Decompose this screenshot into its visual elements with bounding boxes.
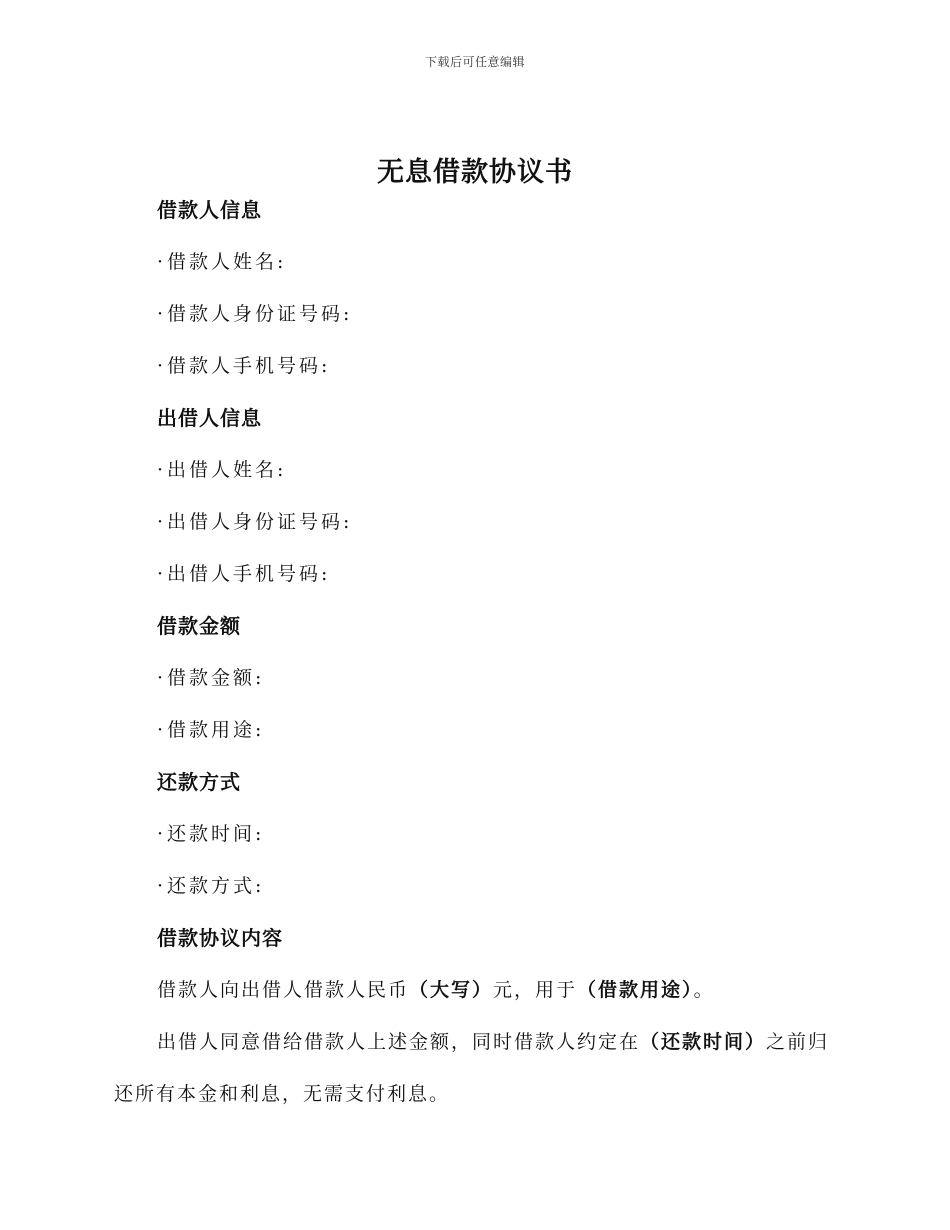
bullet: · bbox=[157, 667, 164, 689]
field-borrower-id bbox=[157, 296, 837, 348]
para1-text-e: 。 bbox=[693, 979, 715, 1001]
document-body bbox=[114, 192, 837, 1120]
field-borrower-name bbox=[157, 244, 837, 296]
field-repayment-time bbox=[157, 816, 837, 868]
field-label: 出借人姓名: bbox=[167, 459, 287, 481]
field-loan-amount bbox=[157, 660, 837, 712]
agreement-paragraph-1 bbox=[157, 964, 837, 1016]
field-label: 借款人手机号码: bbox=[167, 355, 331, 377]
para2-text-a: 出借人同意借给借款人上述金额，同时借款人约定在 bbox=[157, 1031, 641, 1053]
bullet: · bbox=[157, 459, 164, 481]
field-label: 借款人姓名: bbox=[167, 251, 287, 273]
field-lender-id bbox=[157, 504, 837, 556]
field-lender-name bbox=[157, 452, 837, 504]
section-heading-lender: 出借人信息 bbox=[157, 406, 262, 430]
bullet: · bbox=[157, 251, 164, 273]
bullet: · bbox=[157, 875, 164, 897]
field-label: 借款金额: bbox=[167, 667, 265, 689]
section-heading-borrower: 借款人信息 bbox=[157, 198, 262, 222]
field-borrower-phone bbox=[157, 348, 837, 400]
field-loan-purpose bbox=[157, 712, 837, 764]
header-note: 下载后可任意编辑 bbox=[424, 55, 525, 69]
field-label: 借款人身份证号码: bbox=[167, 303, 353, 325]
bullet: · bbox=[157, 719, 164, 741]
para1-text-a: 借款人向出借人借款人民币 bbox=[157, 979, 410, 1001]
section-heading-repayment: 还款方式 bbox=[157, 770, 241, 794]
para1-placeholder-amount: （大写） bbox=[409, 979, 494, 1001]
bullet: · bbox=[157, 563, 164, 585]
document-title: 无息借款协议书 bbox=[377, 157, 573, 188]
field-repayment-method bbox=[157, 868, 837, 920]
section-heading-amount: 借款金额 bbox=[157, 614, 241, 638]
field-lender-phone bbox=[157, 556, 837, 608]
field-label: 还款时间: bbox=[167, 823, 265, 845]
bullet: · bbox=[157, 303, 164, 325]
field-label: 出借人身份证号码: bbox=[167, 511, 353, 533]
section-heading-agreement: 借款协议内容 bbox=[157, 926, 283, 950]
field-label: 借款用途: bbox=[167, 719, 265, 741]
bullet: · bbox=[157, 511, 164, 533]
field-label: 还款方式: bbox=[167, 875, 265, 897]
field-label: 出借人手机号码: bbox=[167, 563, 331, 585]
para1-text-c: 元，用于 bbox=[493, 979, 578, 1001]
para2-text-c: 之前归还所有本金和利息，无需支付利息。 bbox=[114, 1031, 830, 1105]
para2-placeholder-time: （还款时间） bbox=[640, 1031, 767, 1053]
agreement-paragraph-2 bbox=[114, 1016, 834, 1120]
para1-placeholder-purpose: （借款用途） bbox=[577, 979, 694, 1001]
bullet: · bbox=[157, 823, 164, 845]
bullet: · bbox=[157, 355, 164, 377]
